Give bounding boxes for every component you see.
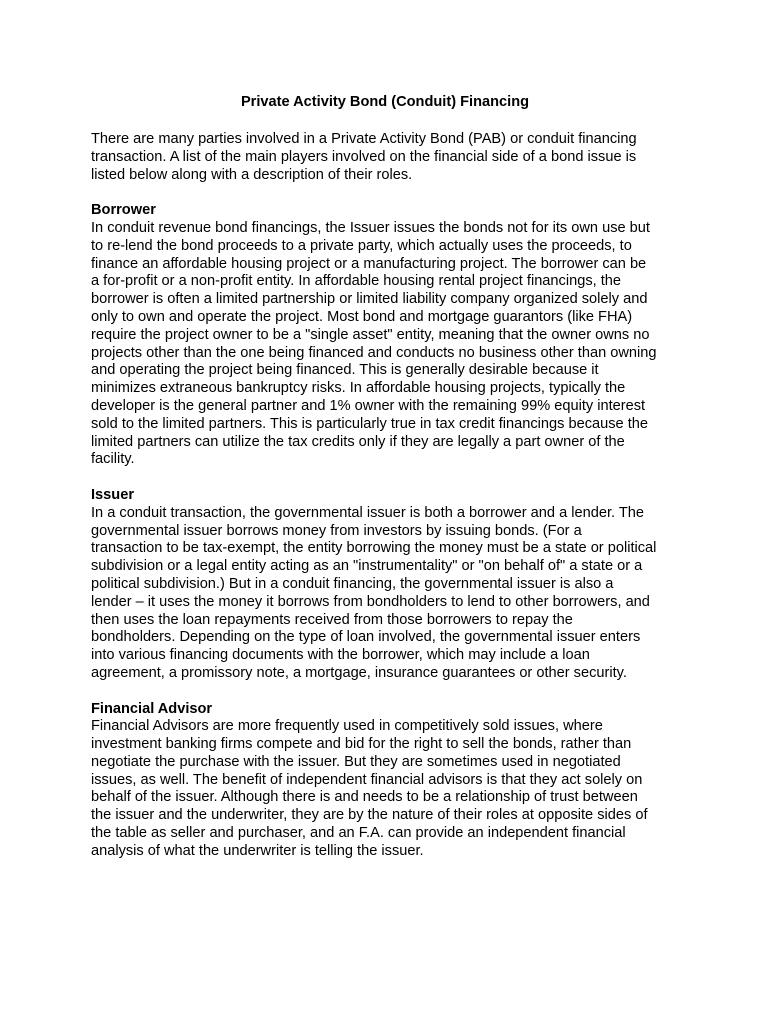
body-line: finance an affordable housing project or a manufacturing project. The borrower can be — [91, 255, 647, 272]
body-line: developer is the general partner and 1% owner with the remaining 99% equity interest — [91, 397, 646, 414]
section-body-borrower — [91, 220, 691, 469]
body-line: the issuer and the underwriter, they are by the nature of their roles at opposite sides of — [91, 807, 648, 824]
body-line: then uses the loan repayments received from those borrowers to repay the — [91, 611, 573, 628]
section-heading-financial-advisor: Financial Advisor — [91, 700, 213, 717]
section-body-financial-advisor — [91, 718, 691, 860]
body-line: issues, as well. The benefit of independent financial advisors is that they act solely on — [91, 771, 643, 788]
body-line: require the project owner to be a "single asset" entity, meaning that the owner owns no — [91, 326, 650, 343]
body-line: the table as seller and purchaser, and an F.A. can provide an independent financial — [91, 825, 626, 842]
intro-paragraph — [91, 131, 691, 184]
body-line: political subdivision.) But in a conduit financing, the governmental issuer is also a — [91, 575, 614, 592]
body-line: agreement, a promissory note, a mortgage, insurance guarantees or other security. — [91, 664, 627, 681]
document-title: Private Activity Bond (Conduit) Financing — [240, 94, 530, 110]
body-line: minimizes extraneous bankruptcy risks. In affordable housing projects, typically the — [91, 380, 626, 397]
body-line: and operating the project being financed. This is generally desirable because it — [91, 362, 599, 379]
section-heading-issuer: Issuer — [91, 486, 134, 503]
body-line: behalf of the issuer. Although there is and needs to be a relationship of trust between — [91, 789, 638, 806]
body-line: Financial Advisors are more frequently used in competitively sold issues, where — [91, 718, 603, 735]
body-line: sold to the limited partners. This is particularly true in tax credit financings because the — [91, 415, 648, 432]
document-page — [91, 92, 691, 861]
section-heading-borrower: Borrower — [91, 202, 156, 219]
body-line: In a conduit transaction, the governmental issuer is both a borrower and a lender. The — [91, 504, 645, 521]
section-borrower — [91, 202, 691, 469]
body-line: In conduit revenue bond financings, the Issuer issues the bonds not for its own use but — [91, 219, 650, 236]
intro-line: listed below along with a description of their roles. — [91, 166, 413, 183]
section-issuer — [91, 487, 691, 683]
body-line: lender – it uses the money it borrows from bondholders to lend to other borrowers, and — [91, 593, 650, 610]
body-line: subdivision or a legal entity acting as an "instrumentality" or "on behalf of" a state or a — [91, 558, 643, 575]
intro-line: transaction. A list of the main players involved on the financial side of a bond issue is — [91, 148, 637, 165]
intro-line: There are many parties involved in a Private Activity Bond (PAB) or conduit financing — [91, 131, 637, 147]
section-financial-advisor — [91, 701, 691, 861]
section-body-issuer — [91, 505, 691, 683]
body-line: a for-profit or a non-profit entity. In affordable housing rental project financings, the — [91, 273, 622, 290]
body-line: projects other than the one being financed and conducts no business other than owning — [91, 344, 657, 361]
body-line: bondholders. Depending on the type of loan involved, the governmental issuer enters — [91, 629, 641, 646]
body-line: facility. — [91, 451, 135, 468]
body-line: only to own and operate the project. Most bond and mortgage guarantors (like FHA) — [91, 308, 633, 325]
body-line: governmental issuer borrows money from investors by issuing bonds. (For a — [91, 522, 582, 539]
body-line: analysis of what the underwriter is telling the issuer. — [91, 842, 424, 859]
body-line: to re-lend the bond proceeds to a private party, which actually uses the proceeds, to — [91, 237, 632, 254]
body-line: negotiate the purchase with the issuer. But they are sometimes used in negotiated — [91, 753, 621, 770]
body-line: limited partners can utilize the tax credits only if they are legally a part owner of the — [91, 433, 625, 450]
body-line: investment banking firms compete and bid for the right to sell the bonds, rather than — [91, 736, 632, 753]
body-line: into various financing documents with the borrower, which may include a loan — [91, 647, 590, 664]
body-line: borrower is often a limited partnership or limited liability company organized solely and — [91, 291, 648, 308]
body-line: transaction to be tax-exempt, the entity borrowing the money must be a state or political — [91, 540, 657, 557]
